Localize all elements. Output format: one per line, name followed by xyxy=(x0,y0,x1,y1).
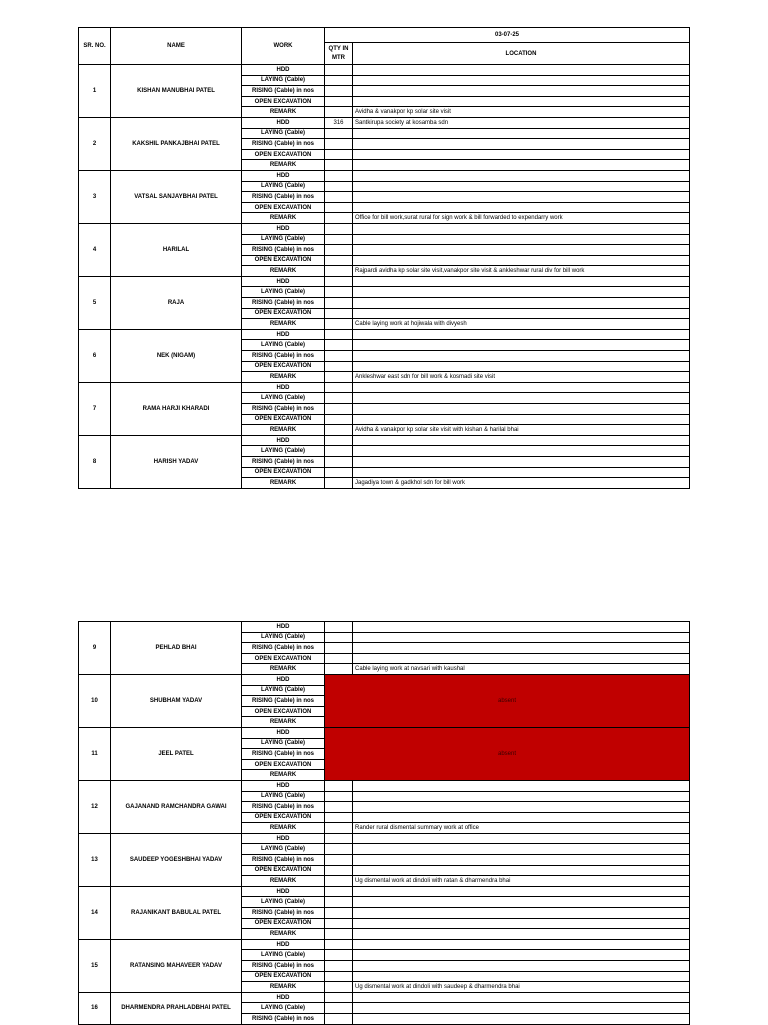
table-1-body xyxy=(79,65,690,489)
work-type: LAYING (Cable) xyxy=(242,1003,325,1014)
qty-value xyxy=(325,897,353,908)
qty-value xyxy=(325,425,353,436)
work-type: REMARK xyxy=(242,107,325,118)
location-value xyxy=(353,632,690,643)
header-name: NAME xyxy=(111,28,242,65)
qty-value xyxy=(325,961,353,972)
worker-name: KISHAN MANUBHAI PATEL xyxy=(111,65,242,118)
qty-value xyxy=(325,456,353,467)
table-row xyxy=(79,939,690,950)
location-value xyxy=(353,780,690,791)
work-type: REMARK xyxy=(242,213,325,224)
location-value: Cable laying work at navsari with kaushal xyxy=(353,664,690,675)
location-value xyxy=(353,181,690,192)
qty-value xyxy=(325,414,353,425)
location-value xyxy=(353,1003,690,1014)
location-value xyxy=(353,149,690,160)
qty-value xyxy=(325,643,353,654)
worker-name: JEEL PATEL xyxy=(111,727,242,780)
qty-value xyxy=(325,213,353,224)
table-row xyxy=(79,435,690,446)
work-type: LAYING (Cable) xyxy=(242,950,325,961)
qty-value xyxy=(325,149,353,160)
location-value xyxy=(353,276,690,287)
location-value xyxy=(353,351,690,362)
work-type: RISING (Cable) in nos xyxy=(242,404,325,415)
location-value xyxy=(353,245,690,256)
work-type: LAYING (Cable) xyxy=(242,393,325,404)
qty-value xyxy=(325,234,353,245)
qty-value xyxy=(325,192,353,203)
location-value: Rajpardi avidha kp solar site visit,vanakpor site visit & ankleshwar rural div for bill work xyxy=(353,266,690,277)
worker-name: PEHLAD BHAI xyxy=(111,622,242,675)
work-type: LAYING (Cable) xyxy=(242,844,325,855)
table-row xyxy=(79,382,690,393)
qty-value xyxy=(325,622,353,633)
work-type: RISING (Cable) in nos xyxy=(242,245,325,256)
qty-value xyxy=(325,351,353,362)
work-type: REMARK xyxy=(242,770,325,781)
work-type: REMARK xyxy=(242,319,325,330)
qty-value xyxy=(325,865,353,876)
location-value xyxy=(353,340,690,351)
sr-number: 4 xyxy=(79,223,111,276)
work-type: HDD xyxy=(242,382,325,393)
sr-number: 10 xyxy=(79,674,111,727)
sr-number: 1 xyxy=(79,65,111,118)
location-value xyxy=(353,918,690,929)
location-value xyxy=(353,812,690,823)
qty-value xyxy=(325,1013,353,1024)
location-value xyxy=(353,192,690,203)
work-type: REMARK xyxy=(242,160,325,171)
work-type: REMARK xyxy=(242,372,325,383)
worker-name: NEK (NIGAM) xyxy=(111,329,242,382)
table-2-body xyxy=(79,622,690,1025)
worker-name: HARISH YADAV xyxy=(111,435,242,488)
qty-value xyxy=(325,287,353,298)
qty-value xyxy=(325,65,353,76)
qty-value xyxy=(325,791,353,802)
location-value xyxy=(353,170,690,181)
qty-value xyxy=(325,107,353,118)
location-value xyxy=(353,414,690,425)
work-type: OPEN EXCAVATION xyxy=(242,467,325,478)
sr-number: 6 xyxy=(79,329,111,382)
work-type: OPEN EXCAVATION xyxy=(242,865,325,876)
work-type: LAYING (Cable) xyxy=(242,75,325,86)
work-type: HDD xyxy=(242,329,325,340)
location-value xyxy=(353,929,690,940)
location-value: Avidha & vanakpor kp solar site visit with kishan & harilal bhai xyxy=(353,425,690,436)
work-type: RISING (Cable) in nos xyxy=(242,139,325,150)
qty-value xyxy=(325,382,353,393)
work-type: RISING (Cable) in nos xyxy=(242,908,325,919)
sr-number: 5 xyxy=(79,276,111,329)
location-value xyxy=(353,992,690,1003)
work-type: OPEN EXCAVATION xyxy=(242,759,325,770)
qty-value xyxy=(325,982,353,993)
work-type: OPEN EXCAVATION xyxy=(242,918,325,929)
work-type: LAYING (Cable) xyxy=(242,340,325,351)
work-type: HDD xyxy=(242,780,325,791)
qty-value xyxy=(325,823,353,834)
location-value xyxy=(353,223,690,234)
work-type: LAYING (Cable) xyxy=(242,791,325,802)
worker-name: RAJA xyxy=(111,276,242,329)
location-value xyxy=(353,298,690,309)
work-type: REMARK xyxy=(242,876,325,887)
work-type: HDD xyxy=(242,170,325,181)
work-type: HDD xyxy=(242,223,325,234)
work-type: LAYING (Cable) xyxy=(242,897,325,908)
worker-name: SAUDEEP YOGESHBHAI YADAV xyxy=(111,833,242,886)
location-value: Cable laying work at hojiwala with divyesh xyxy=(353,319,690,330)
work-type: RISING (Cable) in nos xyxy=(242,696,325,707)
qty-value xyxy=(325,361,353,372)
qty-value xyxy=(325,245,353,256)
location-value xyxy=(353,643,690,654)
qty-value xyxy=(325,276,353,287)
sr-number: 12 xyxy=(79,780,111,833)
qty-value xyxy=(325,833,353,844)
work-type: OPEN EXCAVATION xyxy=(242,971,325,982)
location-value xyxy=(353,908,690,919)
work-type: LAYING (Cable) xyxy=(242,128,325,139)
work-type: LAYING (Cable) xyxy=(242,446,325,457)
sr-number: 13 xyxy=(79,833,111,886)
location-value xyxy=(353,950,690,961)
location-value xyxy=(353,329,690,340)
header-work: WORK xyxy=(242,28,325,65)
work-type: RISING (Cable) in nos xyxy=(242,1013,325,1024)
location-value xyxy=(353,939,690,950)
sr-number: 8 xyxy=(79,435,111,488)
location-value xyxy=(353,886,690,897)
header-date: 03-07-25 xyxy=(325,28,690,43)
work-type: OPEN EXCAVATION xyxy=(242,414,325,425)
work-type: OPEN EXCAVATION xyxy=(242,706,325,717)
work-type: OPEN EXCAVATION xyxy=(242,361,325,372)
qty-value xyxy=(325,1003,353,1014)
location-value xyxy=(353,467,690,478)
qty-value xyxy=(325,181,353,192)
qty-value xyxy=(325,202,353,213)
qty-value xyxy=(325,992,353,1003)
work-type: OPEN EXCAVATION xyxy=(242,96,325,107)
work-type: RISING (Cable) in nos xyxy=(242,855,325,866)
qty-value xyxy=(325,939,353,950)
location-value xyxy=(353,202,690,213)
work-type: REMARK xyxy=(242,425,325,436)
location-value xyxy=(353,653,690,664)
location-value: Office for bill work,surat rural for sign work & bill forwarded to expendarry work xyxy=(353,213,690,224)
table-row xyxy=(79,329,690,340)
qty-value xyxy=(325,653,353,664)
work-type: HDD xyxy=(242,727,325,738)
work-type: HDD xyxy=(242,117,325,128)
work-type: OPEN EXCAVATION xyxy=(242,653,325,664)
location-value xyxy=(353,844,690,855)
sr-number: 2 xyxy=(79,117,111,170)
table-row xyxy=(79,117,690,128)
qty-value xyxy=(325,918,353,929)
work-type: HDD xyxy=(242,65,325,76)
work-type: RISING (Cable) in nos xyxy=(242,749,325,760)
location-value xyxy=(353,456,690,467)
work-type: HDD xyxy=(242,833,325,844)
absent-status: absent xyxy=(325,727,690,780)
work-type: OPEN EXCAVATION xyxy=(242,149,325,160)
location-value xyxy=(353,802,690,813)
sr-number: 14 xyxy=(79,886,111,939)
header-location: LOCATION xyxy=(353,43,690,65)
qty-value xyxy=(325,96,353,107)
location-value xyxy=(353,139,690,150)
work-type: OPEN EXCAVATION xyxy=(242,202,325,213)
location-value xyxy=(353,622,690,633)
qty-value xyxy=(325,298,353,309)
work-type: LAYING (Cable) xyxy=(242,234,325,245)
location-value xyxy=(353,128,690,139)
qty-value xyxy=(325,86,353,97)
location-value xyxy=(353,234,690,245)
qty-value xyxy=(325,75,353,86)
work-type: LAYING (Cable) xyxy=(242,181,325,192)
work-type: REMARK xyxy=(242,478,325,489)
work-type: RISING (Cable) in nos xyxy=(242,961,325,972)
work-type: RISING (Cable) in nos xyxy=(242,802,325,813)
work-type: OPEN EXCAVATION xyxy=(242,308,325,319)
sr-number: 15 xyxy=(79,939,111,992)
qty-value xyxy=(325,319,353,330)
worker-name: KAKSHIL PANKAJBHAI PATEL xyxy=(111,117,242,170)
worker-name: RAMA HARJI KHARADI xyxy=(111,382,242,435)
work-type: LAYING (Cable) xyxy=(242,685,325,696)
qty-value xyxy=(325,971,353,982)
work-type: REMARK xyxy=(242,982,325,993)
location-value xyxy=(353,791,690,802)
location-value xyxy=(353,86,690,97)
qty-value xyxy=(325,372,353,383)
qty-value xyxy=(325,329,353,340)
qty-value: 316 xyxy=(325,117,353,128)
work-type: HDD xyxy=(242,435,325,446)
location-value xyxy=(353,961,690,972)
qty-value xyxy=(325,780,353,791)
table-row xyxy=(79,65,690,76)
location-value: Santkirupa society at kosamba sdn xyxy=(353,117,690,128)
work-type: LAYING (Cable) xyxy=(242,632,325,643)
location-value: Ug dismental work at dindoli with saudeep & dharmendra bhai xyxy=(353,982,690,993)
worker-report-table-1 xyxy=(78,27,690,489)
header-qty: QTY IN MTR xyxy=(325,43,353,65)
table-row xyxy=(79,276,690,287)
work-type: REMARK xyxy=(242,823,325,834)
qty-value xyxy=(325,908,353,919)
table-row xyxy=(79,223,690,234)
location-value: Jagadiya town & gadkhol sdn for bill work xyxy=(353,478,690,489)
worker-report-table-2 xyxy=(78,621,690,1025)
location-value xyxy=(353,865,690,876)
qty-value xyxy=(325,812,353,823)
location-value xyxy=(353,446,690,457)
qty-value xyxy=(325,160,353,171)
work-type: RISING (Cable) in nos xyxy=(242,456,325,467)
location-value xyxy=(353,287,690,298)
qty-value xyxy=(325,876,353,887)
sr-number: 3 xyxy=(79,170,111,223)
qty-value xyxy=(325,446,353,457)
location-value: Ug dismental work at dindoli with ratan & dharmendra bhai xyxy=(353,876,690,887)
location-value xyxy=(353,382,690,393)
location-value xyxy=(353,971,690,982)
header-sr-no: SR. NO. xyxy=(79,28,111,65)
qty-value xyxy=(325,855,353,866)
work-type: HDD xyxy=(242,886,325,897)
sr-number: 9 xyxy=(79,622,111,675)
sr-number: 11 xyxy=(79,727,111,780)
work-type: RISING (Cable) in nos xyxy=(242,192,325,203)
qty-value xyxy=(325,128,353,139)
work-type: HDD xyxy=(242,939,325,950)
work-type: RISING (Cable) in nos xyxy=(242,351,325,362)
work-type: REMARK xyxy=(242,929,325,940)
qty-value xyxy=(325,255,353,266)
location-value xyxy=(353,393,690,404)
work-type: HDD xyxy=(242,622,325,633)
worker-name: VATSAL SANJAYBHAI PATEL xyxy=(111,170,242,223)
location-value xyxy=(353,308,690,319)
absent-status: absent xyxy=(325,674,690,727)
qty-value xyxy=(325,632,353,643)
location-value xyxy=(353,1013,690,1024)
qty-value xyxy=(325,467,353,478)
location-value xyxy=(353,833,690,844)
table-row xyxy=(79,886,690,897)
sr-number: 16 xyxy=(79,992,111,1024)
table-row xyxy=(79,727,690,738)
worker-name: HARILAL xyxy=(111,223,242,276)
qty-value xyxy=(325,664,353,675)
table-row xyxy=(79,622,690,633)
table-row xyxy=(79,780,690,791)
qty-value xyxy=(325,393,353,404)
location-value xyxy=(353,855,690,866)
location-value: Rander rural dismental summary work at office xyxy=(353,823,690,834)
work-type: RISING (Cable) in nos xyxy=(242,298,325,309)
location-value xyxy=(353,75,690,86)
qty-value xyxy=(325,886,353,897)
table-row xyxy=(79,674,690,685)
worker-name: RAJANIKANT BABULAL PATEL xyxy=(111,886,242,939)
worker-name: DHARMENDRA PRAHLADBHAI PATEL xyxy=(111,992,242,1024)
table-row xyxy=(79,170,690,181)
work-type: LAYING (Cable) xyxy=(242,738,325,749)
table-row xyxy=(79,833,690,844)
location-value xyxy=(353,65,690,76)
work-type: HDD xyxy=(242,276,325,287)
worker-name: SHUBHAM YADAV xyxy=(111,674,242,727)
qty-value xyxy=(325,340,353,351)
work-type: OPEN EXCAVATION xyxy=(242,812,325,823)
location-value xyxy=(353,435,690,446)
location-value: Ankleshwar east sdn for bill work & kosmadi site visit xyxy=(353,372,690,383)
worker-name: GAJANAND RAMCHANDRA GAWAI xyxy=(111,780,242,833)
work-type: REMARK xyxy=(242,664,325,675)
qty-value xyxy=(325,844,353,855)
worker-name: RATANSING MAHAVEER YADAV xyxy=(111,939,242,992)
location-value xyxy=(353,255,690,266)
table-row xyxy=(79,992,690,1003)
location-value xyxy=(353,160,690,171)
qty-value xyxy=(325,308,353,319)
qty-value xyxy=(325,478,353,489)
qty-value xyxy=(325,266,353,277)
qty-value xyxy=(325,223,353,234)
work-type: LAYING (Cable) xyxy=(242,287,325,298)
work-type: REMARK xyxy=(242,717,325,728)
location-value xyxy=(353,361,690,372)
qty-value xyxy=(325,404,353,415)
qty-value xyxy=(325,170,353,181)
work-type: OPEN EXCAVATION xyxy=(242,255,325,266)
location-value xyxy=(353,404,690,415)
work-type: HDD xyxy=(242,992,325,1003)
qty-value xyxy=(325,950,353,961)
work-type: RISING (Cable) in nos xyxy=(242,643,325,654)
work-type: HDD xyxy=(242,674,325,685)
work-type: RISING (Cable) in nos xyxy=(242,86,325,97)
location-value: Avidha & vanakpor kp solar site visit xyxy=(353,107,690,118)
qty-value xyxy=(325,802,353,813)
qty-value xyxy=(325,929,353,940)
sr-number: 7 xyxy=(79,382,111,435)
work-type: REMARK xyxy=(242,266,325,277)
location-value xyxy=(353,897,690,908)
qty-value xyxy=(325,435,353,446)
location-value xyxy=(353,96,690,107)
qty-value xyxy=(325,139,353,150)
